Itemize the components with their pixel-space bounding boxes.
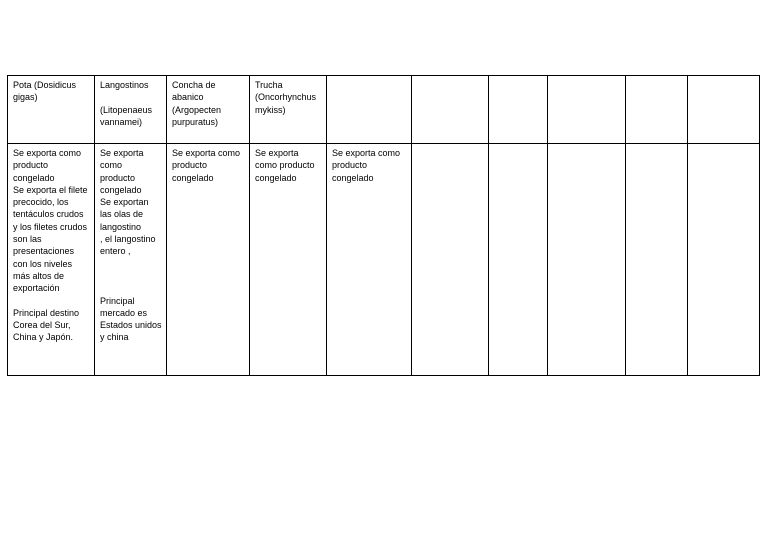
details-cell-5: Se exporta como producto congelado bbox=[327, 144, 412, 376]
species-cell-pota: Pota (Dosidicus gigas) bbox=[8, 76, 95, 144]
species-cell-5 bbox=[327, 76, 412, 144]
details-cell-6 bbox=[412, 144, 489, 376]
details-cell-langostinos: Se exporta como producto congelado Se exportan las olas de langostino , el langostino entero , Principal mercado es Estados unidos y china bbox=[95, 144, 167, 376]
details-cell-7 bbox=[489, 144, 548, 376]
species-cell-langostinos: Langostinos (Litopenaeus vannamei) bbox=[95, 76, 167, 144]
details-cell-concha: Se exporta como producto congelado bbox=[167, 144, 250, 376]
details-cell-pota: Se exporta como producto congelado Se exporta el filete precocido, los tentáculos crudos y los filetes crudos son las presentaciones con los niveles más altos de exportación Principal destino Corea del Sur, China y Japón. bbox=[8, 144, 95, 376]
details-cell-9 bbox=[626, 144, 688, 376]
species-cell-6 bbox=[412, 76, 489, 144]
species-cell-10 bbox=[688, 76, 760, 144]
species-cell-concha: Concha de abanico (Argopecten purpuratus) bbox=[167, 76, 250, 144]
species-table bbox=[7, 75, 760, 376]
species-cell-9 bbox=[626, 76, 688, 144]
details-cell-8 bbox=[548, 144, 626, 376]
details-cell-10 bbox=[688, 144, 760, 376]
details-cell-trucha: Se exporta como producto congelado bbox=[250, 144, 327, 376]
species-cell-8 bbox=[548, 76, 626, 144]
species-cell-trucha: Trucha (Oncorhynchus mykiss) bbox=[250, 76, 327, 144]
species-row bbox=[8, 76, 760, 144]
species-cell-7 bbox=[489, 76, 548, 144]
details-row bbox=[8, 144, 760, 376]
